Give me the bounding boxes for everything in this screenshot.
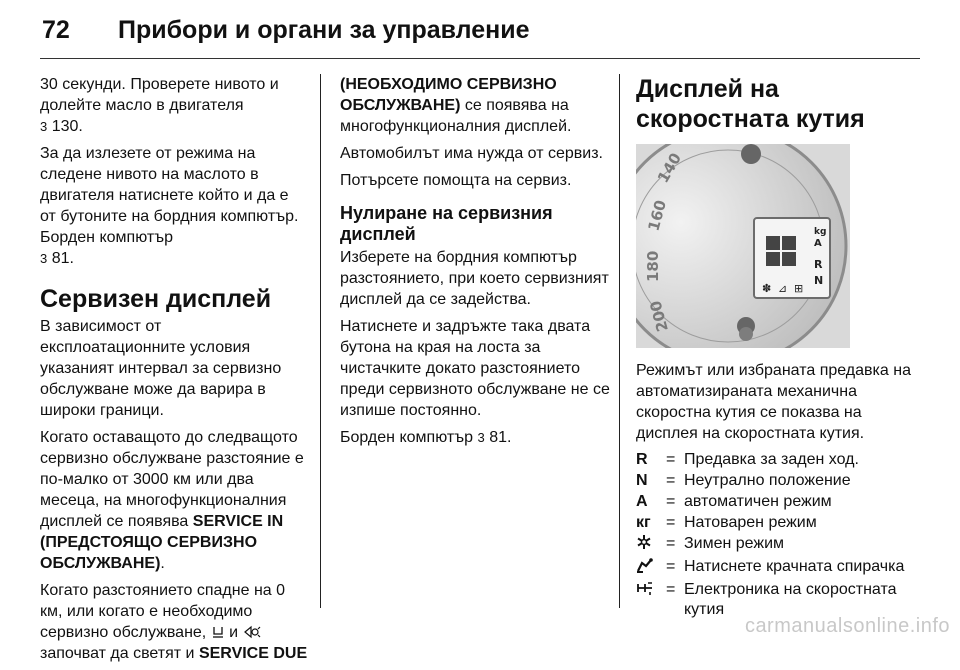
display-snowflake-icon: ✽ <box>762 283 772 295</box>
page-title: Прибори и органи за управление <box>118 16 530 44</box>
column-divider <box>619 74 620 608</box>
page-reference-link[interactable]: 81. <box>489 429 512 446</box>
gauge-number: 200 <box>646 298 672 334</box>
service-required-label: (НЕОБХОДИМО СЕРВИЗНО ОБСЛУЖВАНЕ) <box>340 76 557 114</box>
legend-row: A = автоматичен режим <box>636 493 832 510</box>
display-gear-r: R <box>814 258 823 271</box>
legend-row: R = Предавка за заден ход. <box>636 451 859 468</box>
gauge-number: 180 <box>644 250 662 282</box>
section-heading-reset: Нулиране на сервизния дисплей <box>340 203 553 244</box>
paragraph: Когато разстоянието спадне на 0 км, или когато е необходимо сервизно обслужване, и започват да светят и SERVICE DUE <box>40 582 308 662</box>
paragraph: Изберете на бордния компютър разстоянието, при което сервизният дисплей да се задейства. <box>340 249 609 308</box>
section-heading-gearbox-display: Дисплей на скоростната кутия <box>636 75 865 133</box>
gauge-number: 140 <box>653 149 686 186</box>
page-reference-icon: 3 <box>40 251 48 266</box>
paragraph: Борден компютър 3 81. <box>340 429 512 446</box>
gearbox-display-figure <box>636 144 850 348</box>
display-gear-n: N <box>814 274 824 287</box>
paragraph: Когато оставащото до следващото сервизно обслужване разстояние е по-малко от 3000 км или два месеца, на многофункционалния дисплей се появява SERVICE IN (ПРЕДСТОЯЩО СЕРВИЗНО ОБСЛУЖВАНЕ). <box>40 429 304 572</box>
display-foot-icon: ⊿ <box>778 283 788 295</box>
paragraph: В зависимост от експлоатационните условия указаният интервал за сервизно обслужване може да варира в широки граници. <box>40 318 282 419</box>
column-middle <box>340 74 610 454</box>
page-reference-icon: 3 <box>40 119 48 134</box>
symbol-load-mode: кг <box>636 514 651 531</box>
page-reference-link[interactable]: 81. <box>51 250 74 267</box>
legend-row: кг = Натоварен режим <box>636 514 817 531</box>
gearbox-fault-icon <box>636 580 654 596</box>
symbol-neutral: N <box>636 472 648 489</box>
header-divider <box>40 58 920 59</box>
service-spanner-icon <box>243 625 261 639</box>
paragraph: Автомобилът има нужда от сервиз. <box>340 145 603 162</box>
display-auto-mode: A <box>814 238 822 249</box>
service-in-label: SERVICE IN (ПРЕДСТОЯЩО СЕРВИЗНО ОБСЛУЖВАНЕ) <box>40 513 284 572</box>
watermark: carmanualsonline.info <box>744 615 950 637</box>
legend-row: = Електроника на скоростната кутия <box>636 580 918 620</box>
display-load-mode: kg <box>814 227 827 237</box>
symbol-reverse: R <box>636 451 648 468</box>
paragraph: Натиснете и задръжте така двата бутона на края на лоста за чистачките докато разстоянието преди сервизното обслужване не се изпише постоянно. <box>340 318 610 419</box>
paragraph: 30 секунди. Проверете нивото и долейте масло в двигателя 3 130. <box>40 76 279 135</box>
snowflake-icon <box>636 534 652 550</box>
symbol-automatic: A <box>636 493 648 510</box>
legend-row: = Натиснете крачната спирачка <box>636 557 918 579</box>
paragraph: Потърсете помощта на сервиз. <box>340 172 572 189</box>
symbol-legend <box>636 450 918 620</box>
display-gear-fault-icon: ⊞ <box>794 283 804 295</box>
paragraph: (НЕОБХОДИМО СЕРВИЗНО ОБСЛУЖВАНЕ) се появява на многофункционалния дисплей. <box>340 76 572 135</box>
page-header <box>0 0 960 62</box>
column-divider <box>320 74 321 608</box>
page-reference-icon: 3 <box>477 430 485 445</box>
paragraph: Режимът или избраната предавка на автоматизираната механична скоростна кутия се показва на дисплея на скоростната кутия. <box>636 362 911 442</box>
page-reference-link[interactable]: 130. <box>51 118 83 135</box>
gauge-number: 160 <box>644 198 670 234</box>
foot-brake-icon <box>636 557 654 573</box>
section-heading-service-display: Сервизен дисплей <box>40 285 272 313</box>
service-due-label: SERVICE DUE <box>198 645 308 662</box>
wrench-warning-icon <box>211 625 225 639</box>
legend-row: = Зимен режим <box>636 534 918 556</box>
legend-row: N = Неутрално положение <box>636 472 851 489</box>
page-number: 72 <box>42 16 70 44</box>
column-left <box>40 74 308 670</box>
paragraph: За да излезете от режима на следене нивото на маслото в двигателя натиснете който и да е от бутоните на бордния компютър. Борден компютър 3 81. <box>40 145 299 267</box>
column-right <box>636 74 918 621</box>
